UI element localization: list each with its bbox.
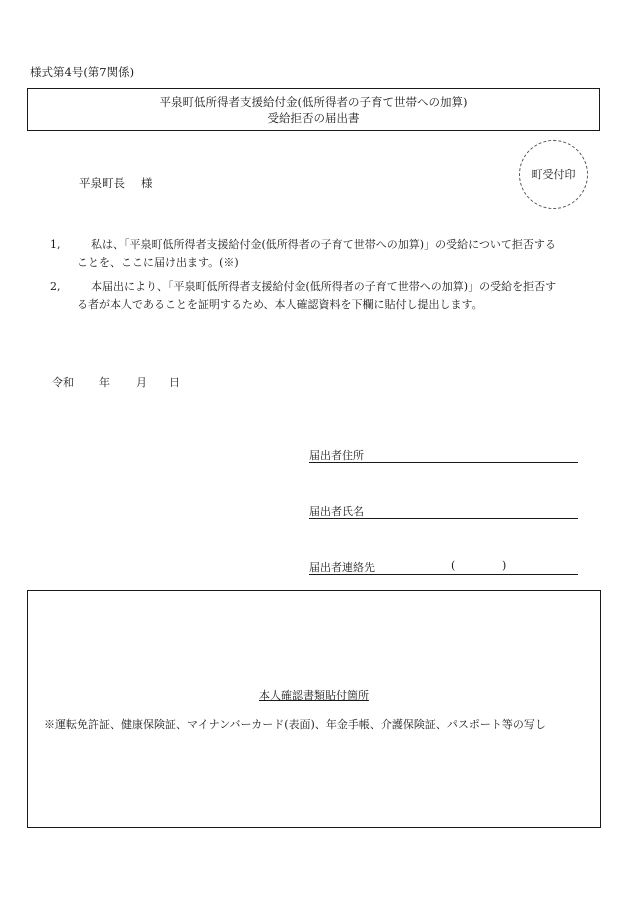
- applicant-address-field[interactable]: [309, 447, 578, 463]
- contact-paren-open: (: [451, 559, 456, 572]
- form-number: 様式第4号(第7関係): [30, 65, 135, 79]
- attachment-note: ※運転免許証、健康保険証、マイナンバーカード(表面)、年金手帳、介護保険証、パスポート等の写し: [44, 718, 546, 731]
- date-day: 日: [169, 376, 180, 389]
- item-number: 1,: [50, 238, 61, 251]
- addressee: [79, 175, 153, 191]
- applicant-address-label: 届出者住所: [309, 449, 364, 462]
- date-year: 年: [99, 376, 110, 389]
- date-month: 月: [136, 376, 147, 389]
- title-line-2: 受給拒否の届出書: [267, 111, 360, 125]
- applicant-contact-field[interactable]: [309, 559, 578, 575]
- applicant-contact-label: 届出者連絡先: [309, 561, 375, 574]
- applicant-name-label: 届出者氏名: [309, 505, 364, 518]
- item-text-line-1: 私は、「平泉町低所得者支援給付金(低所得者の子育て世帯への加算)」の受給について拒否する: [91, 238, 556, 251]
- contact-paren-close: ): [502, 559, 507, 572]
- item-text-line-1: 本届出により、「平泉町低所得者支援給付金(低所得者の子育て世帯への加算)」の受給を拒否す: [91, 280, 557, 293]
- addressee-honorific: 様: [141, 176, 153, 190]
- item-number: 2,: [50, 280, 61, 293]
- date-line: [52, 374, 180, 390]
- date-era: 令和: [52, 376, 74, 389]
- item-text-line-2: ことを、ここに届け出ます。(※): [77, 256, 239, 269]
- item-text-line-2: る者が本人であることを証明するため、本人確認資料を下欄に貼付し提出します。: [77, 298, 483, 311]
- declaration-item-2: [50, 278, 590, 314]
- addressee-name: 平泉町長: [79, 176, 125, 190]
- reception-stamp-circle: [519, 140, 588, 209]
- id-document-attachment-box[interactable]: [27, 590, 601, 828]
- title-box: [27, 88, 600, 131]
- declaration-item-1: [50, 236, 590, 272]
- reception-stamp-label: 町受付印: [531, 168, 576, 181]
- title-line-1: 平泉町低所得者支援給付金(低所得者の子育て世帯への加算): [159, 95, 468, 109]
- applicant-name-field[interactable]: [309, 503, 578, 519]
- attachment-title: 本人確認書類貼付箇所: [259, 689, 369, 702]
- declaration-items: [50, 236, 590, 320]
